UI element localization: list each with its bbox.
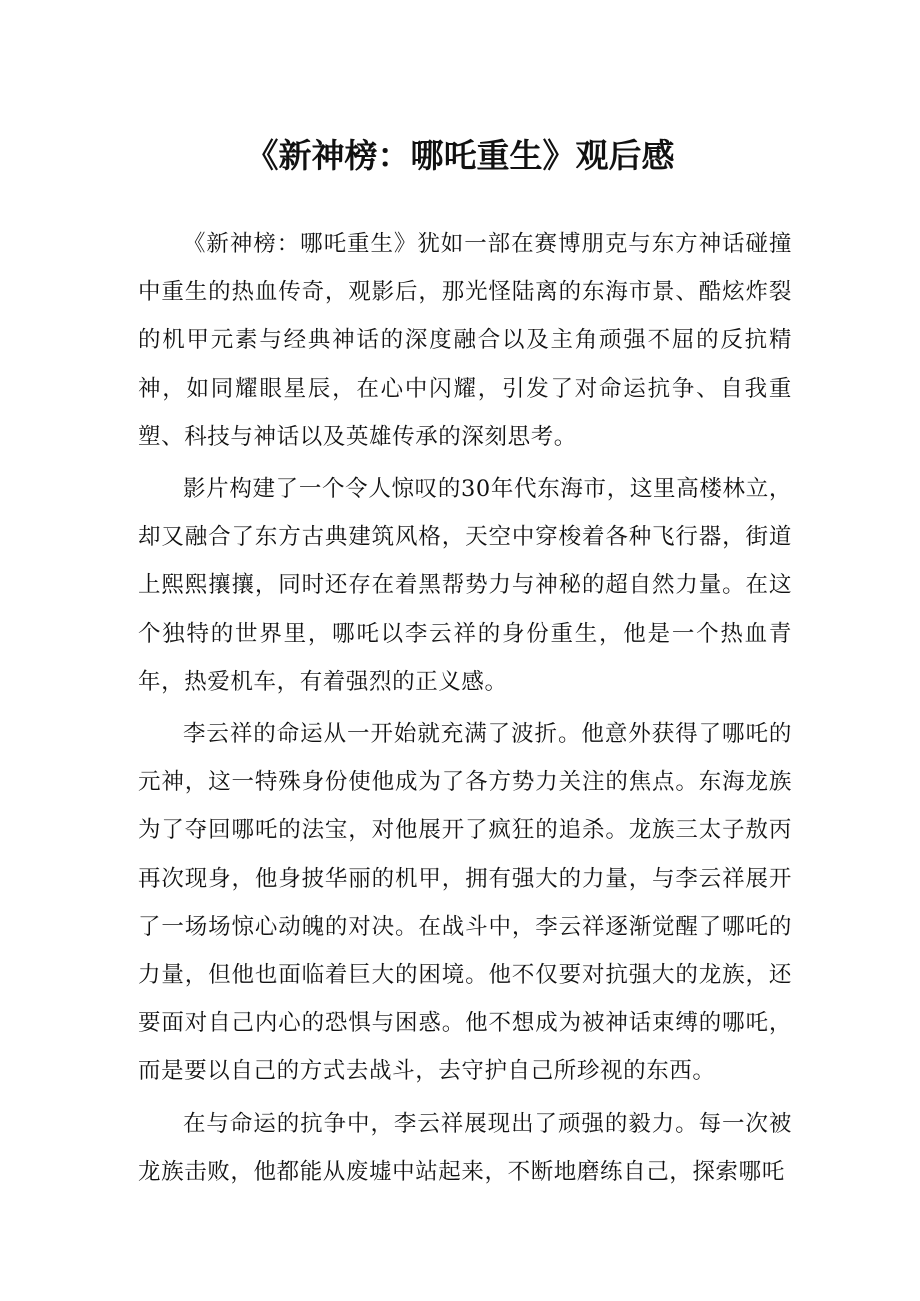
document-body [138, 220, 792, 1200]
paragraph: 在与命运的抗争中，李云祥展现出了顽强的毅力。每一次被龙族击败，他都能从废墟中站起来，不断地磨练自己，探索哪吒 [138, 1110, 792, 1185]
paragraph: 影片构建了一个令人惊叹的30年代东海市，这里高楼林立，却又融合了东方古典建筑风格，天空中穿梭着各种飞行器，街道上熙熙攘攘，同时还存在着黑帮势力与神秘的超自然力量。在这个独特的世界里，哪吒以李云祥的身份重生，他是一个热血青年，热爱机车，有着强烈的正义感。 [138, 476, 792, 695]
paragraph: 李云祥的命运从一开始就充满了波折。他意外获得了哪吒的元神，这一特殊身份使他成为了各方势力关注的焦点。东海龙族为了夺回哪吒的法宝，对他展开了疯狂的追杀。龙族三太子敖丙再次现身，他身披华丽的机甲，拥有强大的力量，与李云祥展开了一场场惊心动魄的对决。在战斗中，李云祥逐渐觉醒了哪吒的力量，但他也面临着巨大的困境。他不仅要对抗强大的龙族，还要面对自己内心的恐惧与困惑。他不想成为被神话束缚的哪吒，而是要以自己的方式去战斗，去守护自己所珍视的东西。 [138, 721, 792, 1085]
paragraph: 《新神榜：哪吒重生》犹如一部在赛博朋克与东方神话碰撞中重生的热血传奇，观影后，那光怪陆离的东海市景、酷炫炸裂的机甲元素与经典神话的深度融合以及主角顽强不屈的反抗精神，如同耀眼星辰，在心中闪耀，引发了对命运抗争、自我重塑、科技与神话以及英雄传承的深刻思考。 [138, 231, 792, 450]
document-title: 《新神榜：哪吒重生》观后感 [245, 136, 675, 175]
